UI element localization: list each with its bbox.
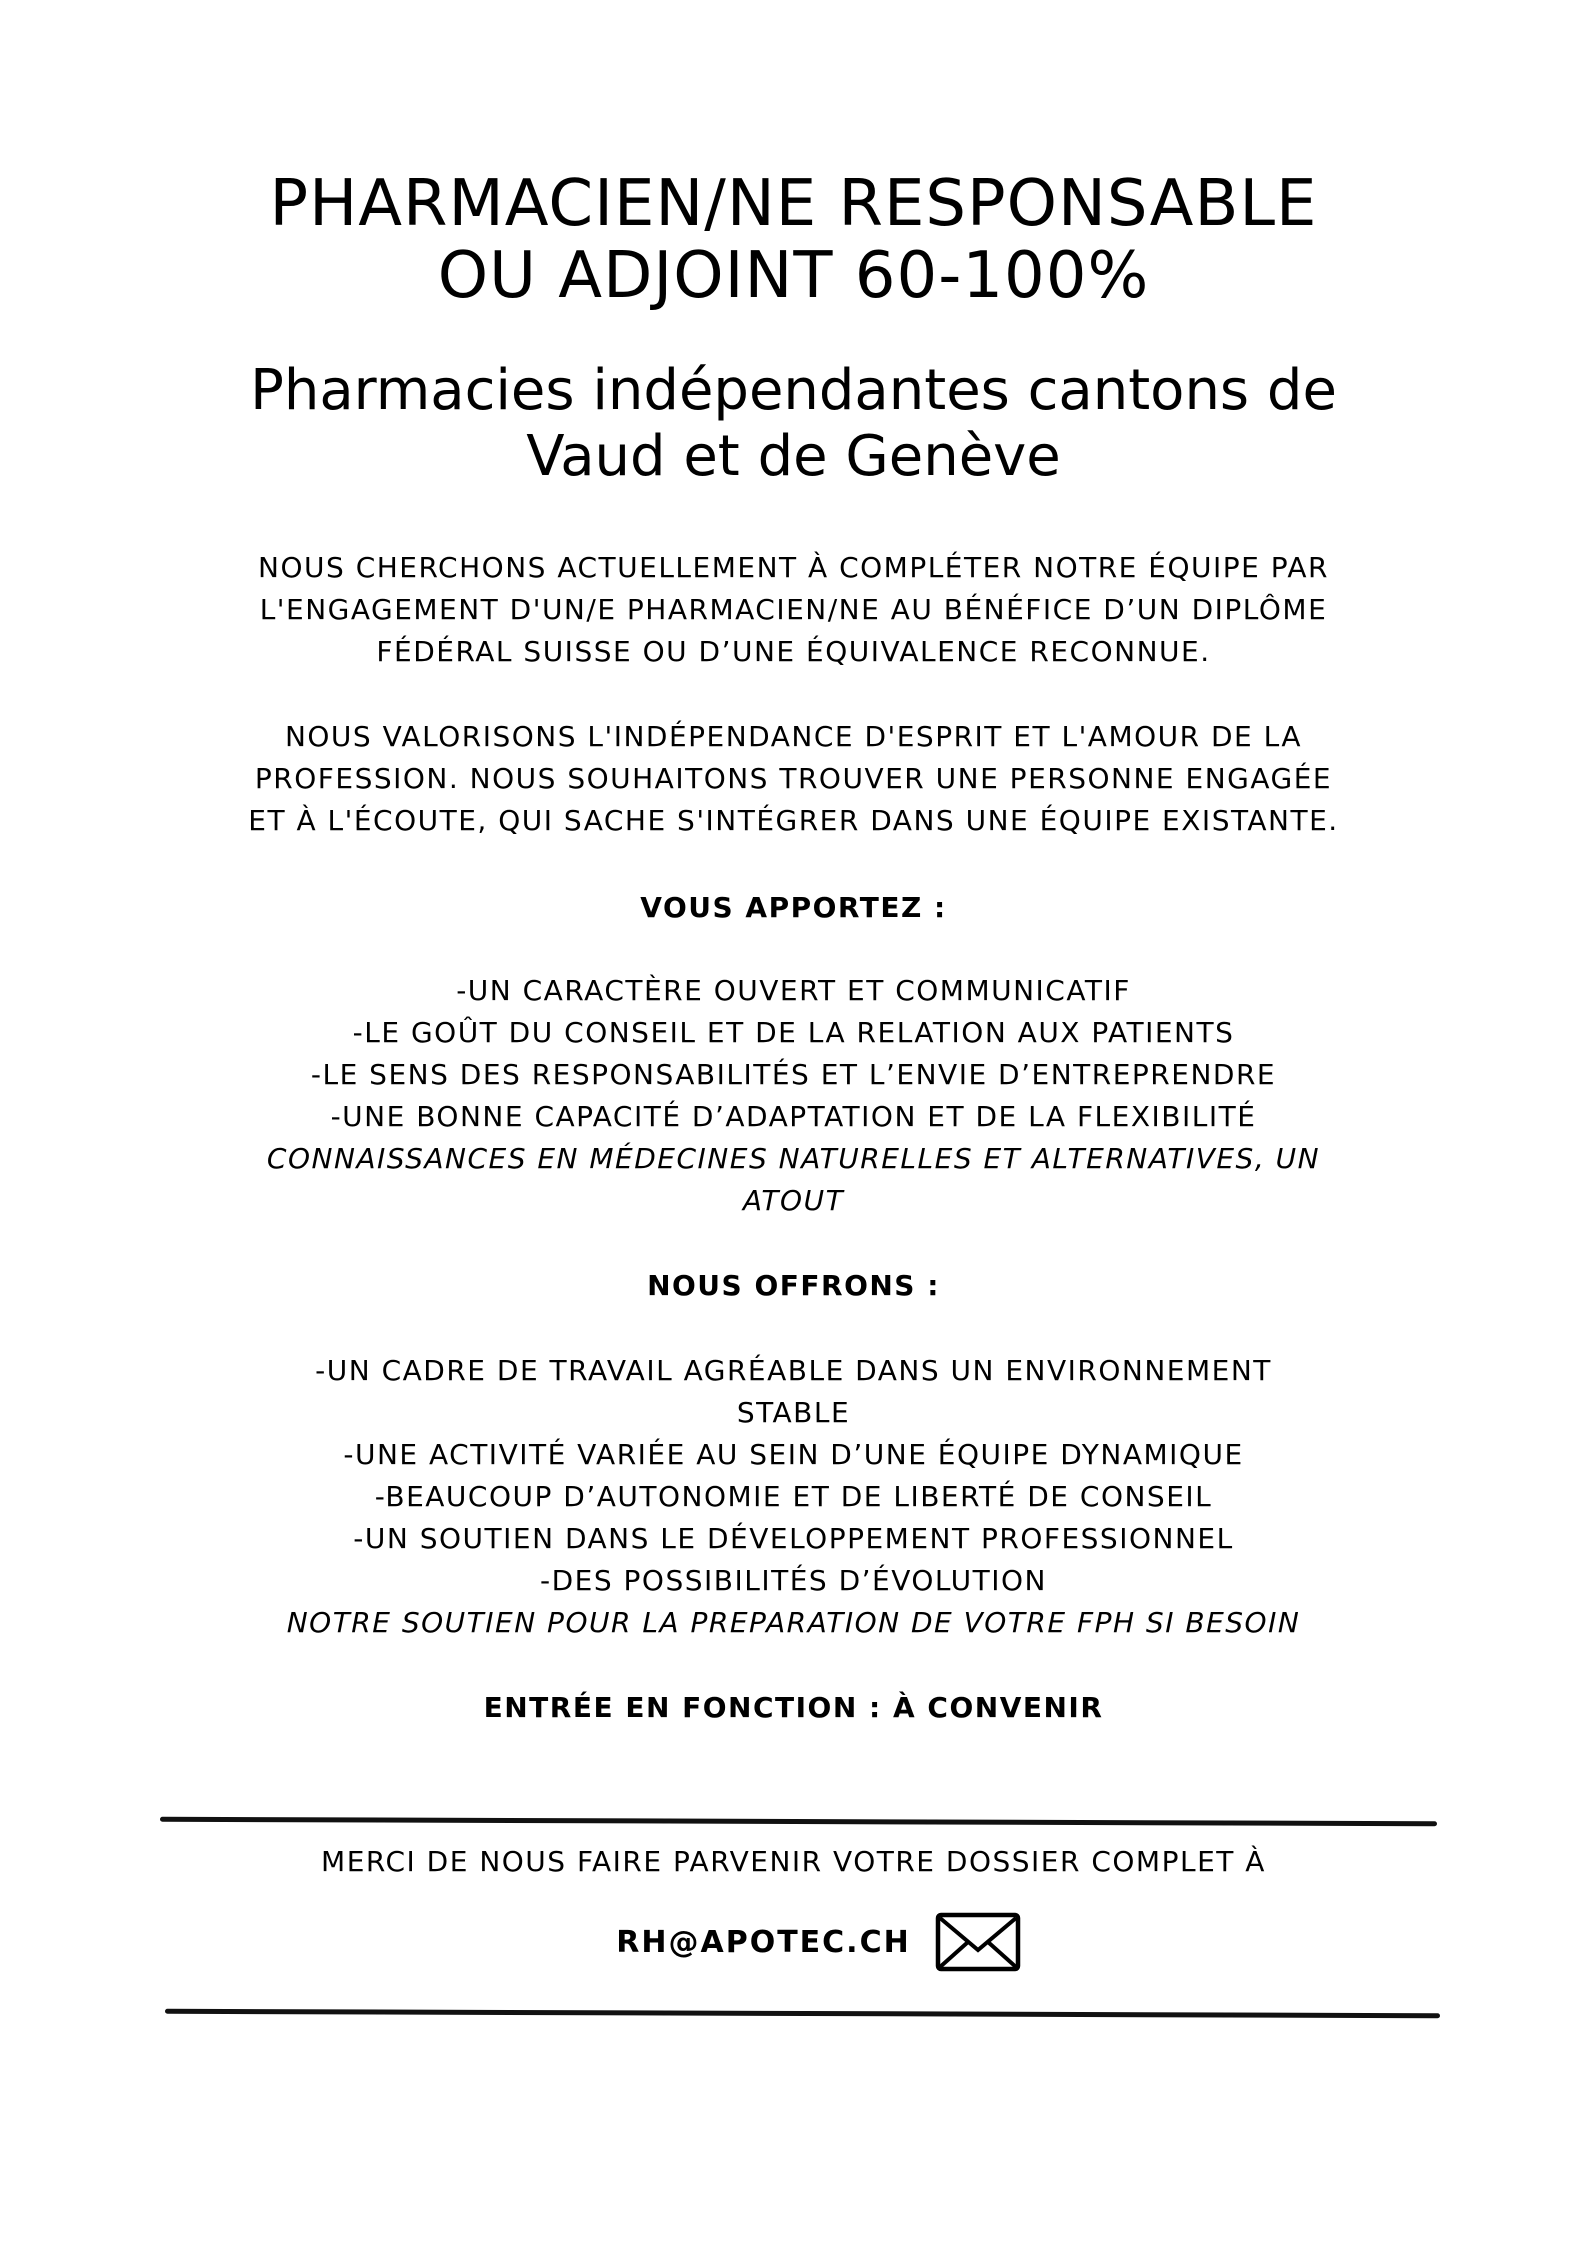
intro-line: FÉDÉRAL SUISSE OU D’UNE ÉQUIVALENCE RECONNUE. bbox=[376, 635, 1211, 668]
apportez-heading: VOUS APPORTEZ : bbox=[640, 891, 947, 924]
start-date: ENTRÉE EN FONCTION : À CONVENIR bbox=[483, 1691, 1104, 1724]
divider-bottom bbox=[165, 2009, 1440, 2018]
subtitle-line-1: Pharmacies indépendantes cantons de bbox=[250, 358, 1337, 423]
values-line: PROFESSION. NOUS SOUHAITONS TROUVER UNE PERSONNE ENGAGÉE bbox=[254, 762, 1333, 795]
subtitle-line-2: Vaud et de Genève bbox=[526, 424, 1061, 489]
list-item: -DES POSSIBILITÉS D’ÉVOLUTION bbox=[540, 1564, 1047, 1597]
apportez-list bbox=[0, 970, 1587, 1222]
values-line: ET À L'ÉCOUTE, QUI SACHE S'INTÉGRER DANS UNE ÉQUIPE EXISTANTE. bbox=[248, 804, 1339, 837]
offrons-heading: NOUS OFFRONS : bbox=[647, 1269, 940, 1302]
intro-line: L'ENGAGEMENT D'UN/E PHARMACIEN/NE AU BÉNÉFICE D’UN DIPLÔME bbox=[259, 593, 1328, 626]
list-item: -UN SOUTIEN DANS LE DÉVELOPPEMENT PROFESSIONNEL bbox=[353, 1522, 1234, 1555]
divider-top bbox=[160, 1817, 1437, 1826]
intro-paragraph bbox=[0, 547, 1587, 673]
list-item: -UN CARACTÈRE OUVERT ET COMMUNICATIF bbox=[456, 974, 1131, 1007]
list-item: -UN CADRE DE TRAVAIL AGRÉABLE DANS UN ENVIRONNEMENT bbox=[315, 1354, 1272, 1387]
contact-text: MERCI DE NOUS FAIRE PARVENIR VOTRE DOSSIER COMPLET À bbox=[321, 1845, 1266, 1878]
intro-line: NOUS CHERCHONS ACTUELLEMENT À COMPLÉTER NOTRE ÉQUIPE PAR bbox=[258, 551, 1329, 584]
list-item: -BEAUCOUP D’AUTONOMIE ET DE LIBERTÉ DE CONSEIL bbox=[374, 1480, 1213, 1513]
list-item: STABLE bbox=[736, 1396, 851, 1429]
list-item: -UNE BONNE CAPACITÉ D’ADAPTATION ET DE LA FLEXIBILITÉ bbox=[330, 1100, 1257, 1133]
list-item: -UNE ACTIVITÉ VARIÉE AU SEIN D’UNE ÉQUIPE DYNAMIQUE bbox=[343, 1438, 1244, 1471]
job-title-line-1: PHARMACIEN/NE RESPONSABLE bbox=[269, 167, 1318, 241]
values-line: NOUS VALORISONS L'INDÉPENDANCE D'ESPRIT ET L'AMOUR DE LA bbox=[284, 720, 1303, 753]
list-item: -LE SENS DES RESPONSABILITÉS ET L’ENVIE D’ENTREPRENDRE bbox=[310, 1058, 1277, 1091]
contact-email[interactable]: RH@APOTEC.CH bbox=[616, 1924, 911, 1960]
offrons-list bbox=[0, 1350, 1587, 1644]
italic-note: CONNAISSANCES EN MÉDECINES NATURELLES ET ALTERNATIVES, UN bbox=[266, 1142, 1321, 1175]
envelope-icon bbox=[935, 1912, 1021, 1972]
values-paragraph bbox=[0, 716, 1587, 842]
job-title bbox=[0, 168, 1587, 312]
employer-subtitle bbox=[0, 358, 1587, 490]
italic-note: NOTRE SOUTIEN POUR LA PREPARATION DE VOTRE FPH SI BESOIN bbox=[286, 1606, 1301, 1639]
job-title-line-2: OU ADJOINT 60-100% bbox=[437, 239, 1150, 313]
italic-note: ATOUT bbox=[742, 1184, 845, 1217]
contact-email-row bbox=[0, 1912, 1587, 1972]
list-item: -LE GOÛT DU CONSEIL ET DE LA RELATION AUX PATIENTS bbox=[352, 1016, 1235, 1049]
